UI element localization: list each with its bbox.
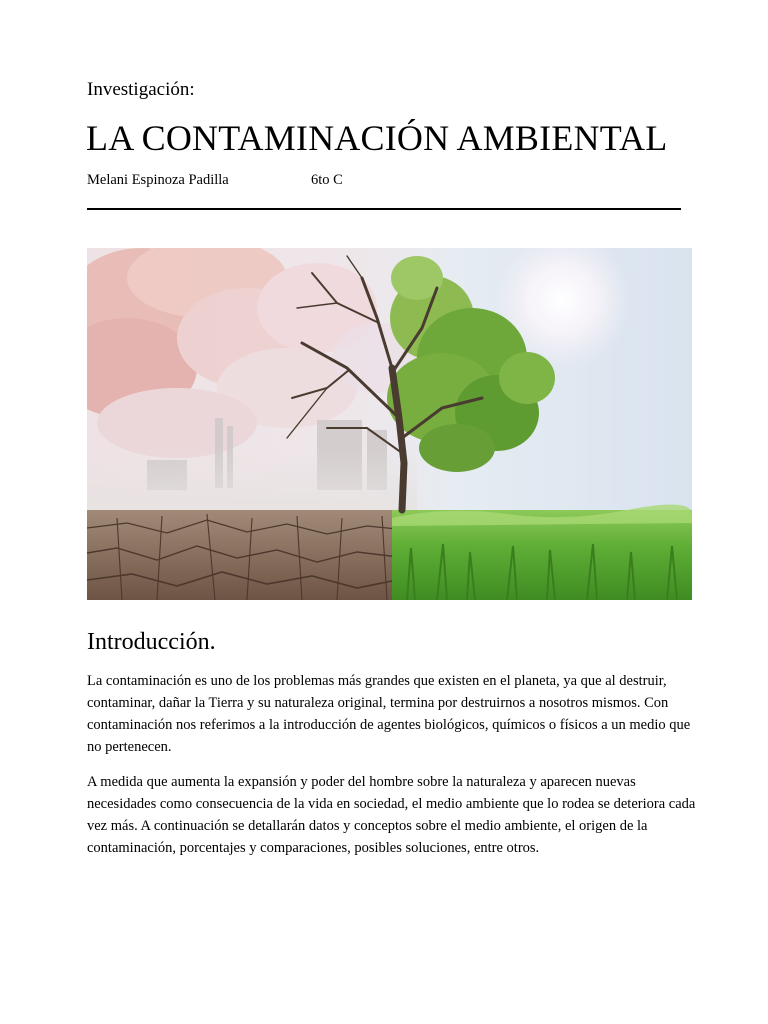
header-divider (87, 208, 681, 210)
ground-haze (87, 448, 417, 518)
intro-paragraph-2: A medida que aumenta la expansión y poder del hombre sobre la naturaleza y aparecen nuevas necesidades como consecuencia de la vida en sociedad, el medio ambiente que lo rodea se deteriora cada vez más. A continuación se detallarán datos y conceptos sobre el medio ambiente, el origen de la contaminación, porcentajes y comparaciones, posibles soluciones, entre otros. (87, 774, 696, 856)
document-kicker: Investigación: (87, 79, 195, 100)
pollution-illustration (87, 248, 692, 600)
intro-heading: Introducción. (87, 629, 216, 655)
document-title: LA CONTAMINACIÓN AMBIENTAL (86, 118, 668, 158)
hero-image (87, 248, 692, 600)
cracked-earth (87, 510, 407, 600)
green-grass (392, 504, 692, 600)
intro-paragraph-1: La contaminación es uno de los problemas más grandes que existen en el planeta, ya que al destruir, contaminar, dañar la Tierra y su naturaleza original, termina por destruirnos a nosotros mismos. Con contaminación nos referimos a la introducción de agentes biológicos, químicos o físicos a un medio que no pertenecen. (87, 673, 691, 755)
grade-label: 6to C (311, 172, 343, 188)
author-name: Melani Espinoza Padilla (87, 172, 229, 188)
